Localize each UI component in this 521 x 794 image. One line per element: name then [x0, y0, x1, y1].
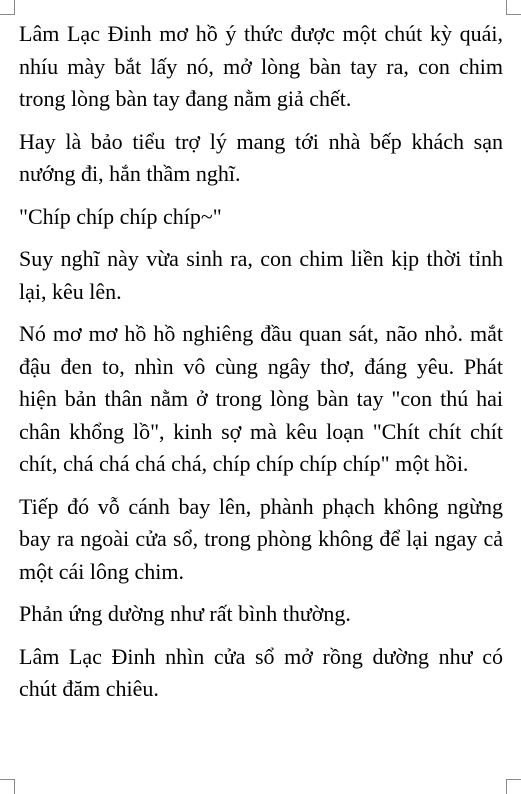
document-body [19, 18, 503, 716]
paragraph: Hay là bảo tiểu trợ lý mang tới nhà bếp khách sạn nướng đi, hắn thầm nghĩ. [19, 128, 503, 186]
crop-mark-top-left [0, 0, 15, 15]
paragraph: Tiếp đó vỗ cánh bay lên, phành phạch không ngừng bay ra ngoài cửa sổ, trong phòng không để lại ngay cả một cái lông chim. [19, 493, 503, 584]
paragraph: Lâm Lạc Đinh nhìn cửa sổ mở rồng dường như có chút đăm chiêu. [19, 643, 503, 701]
paragraph: Phản ứng dường như rất bình thường. [19, 601, 351, 626]
paragraph: "Chíp chíp chíp chíp~" [19, 203, 222, 229]
crop-mark-bottom-left [0, 779, 15, 794]
crop-mark-top-right [506, 0, 521, 15]
paragraph: Suy nghĩ này vừa sinh ra, con chim liền kịp thời tỉnh lại, kêu lên. [19, 246, 503, 304]
paragraph: Lâm Lạc Đinh mơ hồ ý thức được một chút kỳ quái, nhíu mày bắt lấy nó, mở lòng bàn tay ra, con chim trong lòng bàn tay đang nằm giả chết. [19, 21, 503, 111]
crop-mark-bottom-right [506, 779, 521, 794]
paragraph: Nó mơ mơ hồ hồ nghiêng đầu quan sát, não nhỏ. mắt đậu đen to, nhìn vô cùng ngây thơ, đáng yêu. Phát hiện bản thân nằm ở trong lòng bàn tay "con thú hai chân khổng lồ", kinh sợ mà kêu loạn "Chít chít chít chít, chá chá chá chá, chíp chíp chíp chíp" một hồi. [19, 321, 503, 476]
